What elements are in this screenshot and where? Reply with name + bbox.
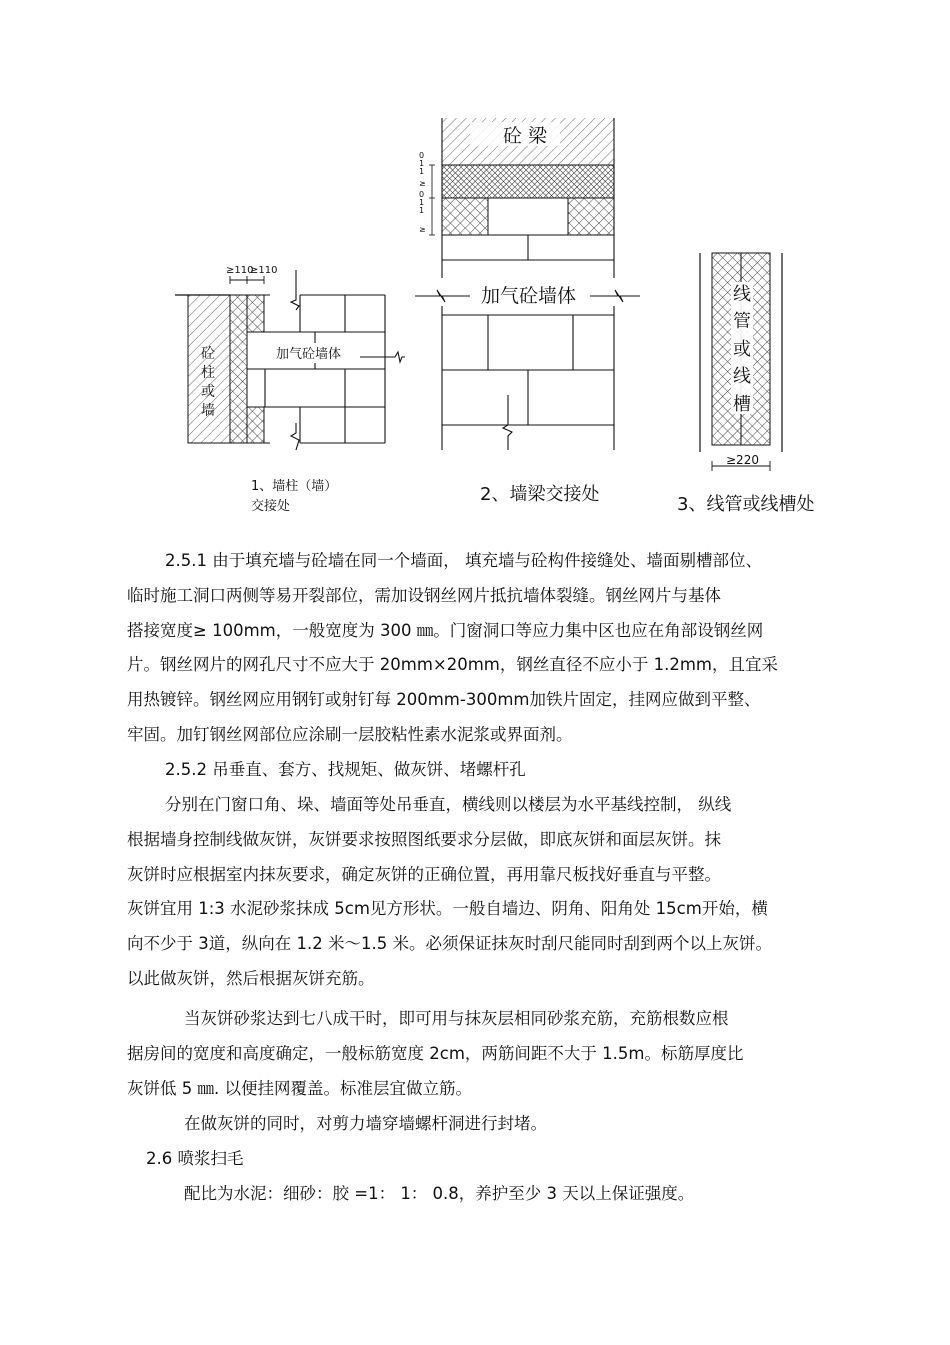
wall-label: 加气砼墙体 — [276, 347, 342, 362]
svg-text:0: 0 — [419, 151, 425, 160]
svg-text:线: 线 — [733, 366, 751, 387]
construction-detail-figure — [0, 0, 950, 530]
dim-label: ≥110 — [226, 265, 254, 276]
svg-text:线: 线 — [733, 284, 751, 305]
figure-1-caption: 1、墙柱（墙） — [251, 479, 338, 494]
text-line: 据房间的宽度和高度确定，一般标筋宽度 2cm，两筋间距不大于 1.5m。标筋厚度比 — [127, 1043, 744, 1063]
text-line: 根据墙身控制线做灰饼，灰饼要求按照图纸要求分层做，即底灰饼和面层灰饼。抹 — [127, 829, 721, 849]
svg-text:管: 管 — [733, 311, 751, 332]
text-line: 分别在门窗口角、垛、墙面等处吊垂直，横线则以楼层为水平基线控制， 纵线 — [165, 795, 732, 814]
svg-text:0: 0 — [419, 190, 425, 199]
dim-label: ≥220 — [726, 453, 759, 467]
text-line: 以此做灰饼，然后根据灰饼充筋。 — [127, 968, 375, 988]
svg-text:≥: ≥ — [419, 225, 426, 234]
heading-2-5-2: 2.5.2 吊垂直、套方、找规矩、做灰饼、堵螺杆孔 — [165, 760, 526, 779]
paragraph-ribbing — [127, 1002, 743, 1106]
svg-text:1: 1 — [419, 206, 425, 215]
text-line: 2.5.1 由于填充墙与砼墙在同一个墙面， 填充墙与砼构件接缝处、墙面剔槽部位、 — [165, 551, 762, 570]
svg-text:1: 1 — [419, 159, 425, 168]
figure-3-conduit-groove — [677, 253, 814, 515]
svg-text:或: 或 — [201, 384, 215, 400]
mesh-strip — [442, 165, 614, 198]
beam-dim-labels — [419, 151, 426, 234]
text-line: 片。钢丝网片的网孔尺寸不应大于 20mm×20mm，钢丝直径不应小于 1.2mm，且宜采 — [127, 655, 778, 675]
svg-text:墙: 墙 — [201, 403, 215, 419]
figure-2-wall-beam-junction — [415, 118, 640, 505]
wall-label: 加气砼墙体 — [481, 285, 577, 307]
figure-2-caption: 2、墙梁交接处 — [480, 484, 600, 505]
text-line: 灰饼时应根据室内抹灰要求，确定灰饼的正确位置，再用靠尺板找好垂直与平整。 — [127, 864, 721, 884]
svg-text:或: 或 — [733, 339, 751, 360]
text-line: 灰饼宜用 1:3 水泥砂浆抹成 5cm见方形状。一般自墙边、阴角、阳角处 15cm开始，横 — [127, 899, 768, 919]
text-line: 向不少于 3道，纵向在 1.2 米～1.5 米。必须保证抹灰时刮尺能同时刮到两个以上灰饼。 — [127, 934, 772, 954]
svg-text:1: 1 — [419, 198, 425, 207]
text-line: 牢固。加钉钢丝网部位应涂刷一层胶粘性素水泥浆或界面剂。 — [127, 724, 573, 744]
paragraph-2-5-1 — [127, 544, 778, 753]
svg-text:≥: ≥ — [419, 179, 426, 188]
text-line: 搭接宽度≥ 100mm，一般宽度为 300 ㎜。门窗洞口等应力集中区也应在角部设钢丝网 — [127, 620, 764, 640]
figure-1-column-wall-junction — [175, 265, 405, 514]
paragraph-2-6: 配比为水泥：细砂：胶 =1： 1： 0.8，养护至少 3 天以上保证强度。 — [184, 1184, 695, 1203]
svg-text:砼: 砼 — [201, 346, 215, 362]
text-line: 灰饼低 5 ㎜. 以便挂网覆盖。标准层宜做立筋。 — [127, 1078, 472, 1098]
beam-label: 砼 梁 — [503, 125, 548, 147]
svg-text:柱: 柱 — [201, 365, 215, 381]
dim-label: ≥110 — [250, 265, 278, 276]
text-line: 用热镀锌。钢丝网应用钢钉或射钉每 200mm-300mm加铁片固定，挂网应做到平整、 — [127, 690, 761, 710]
svg-text:1: 1 — [419, 167, 425, 176]
paragraph-2-5-2 — [127, 788, 772, 997]
figure-3-caption: 3、线管或线槽处 — [677, 494, 815, 515]
figure-1-caption-line2: 交接处 — [251, 499, 291, 514]
mesh-strip — [230, 295, 247, 443]
text-line: 临时施工洞口两侧等易开裂部位，需加设钢丝网片抵抗墙体裂缝。钢丝网片与基体 — [127, 585, 721, 605]
text-line: 当灰饼砂浆达到七八成干时，即可用与抹灰层相同砂浆充筋，充筋根数应根 — [184, 1009, 729, 1028]
conduit-label — [731, 282, 753, 415]
heading-2-6: 2.6 喷浆扫毛 — [146, 1149, 244, 1168]
svg-text:槽: 槽 — [733, 394, 751, 415]
paragraph-bolt-holes: 在做灰饼的同时，对剪力墙穿墙螺杆洞进行封堵。 — [184, 1114, 547, 1133]
